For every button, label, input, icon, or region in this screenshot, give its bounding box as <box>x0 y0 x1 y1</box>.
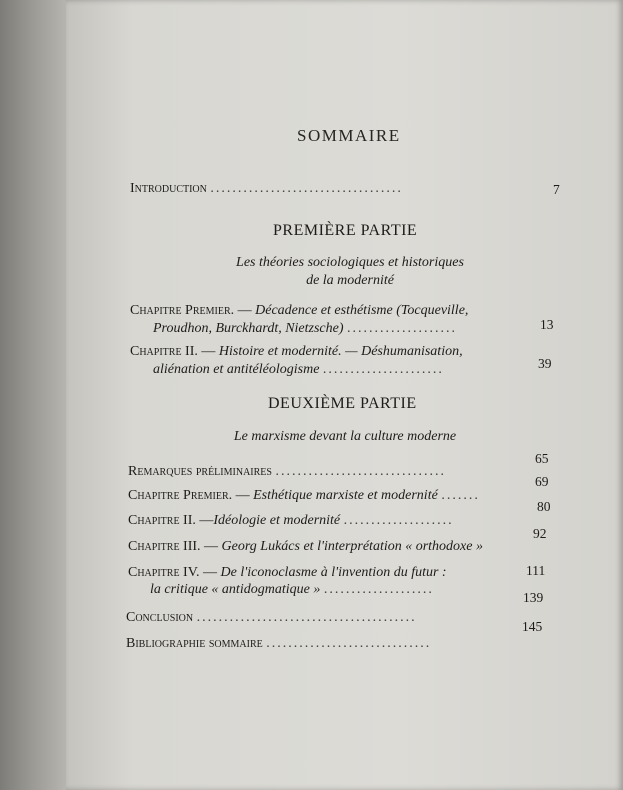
toc-entry-bibliographie <box>126 635 431 653</box>
chapter-title: Idéologie et modernité <box>213 513 341 528</box>
part-subtitle-1 <box>210 254 490 290</box>
part-subtitle-line: Les théories sociologiques et historiques <box>236 255 464 270</box>
toc-entry-part1-chapter1-cont <box>153 320 457 338</box>
page-number: 65 <box>535 451 549 466</box>
part-title-1: PREMIÈRE PARTIE <box>273 222 418 239</box>
page-number: 80 <box>537 499 551 514</box>
chapter-label: Chapitre IV. <box>128 565 200 580</box>
toc-entry-part2-chapter4 <box>128 564 447 582</box>
remarques-label: Remarques préliminaires <box>128 464 272 479</box>
page-number: 39 <box>538 356 552 371</box>
toc-entry-conclusion <box>126 609 417 627</box>
conclusion-label: Conclusion <box>126 610 194 625</box>
leader-dots: ........................................ <box>196 610 417 625</box>
page-number: 139 <box>523 590 544 605</box>
leader-dots: ...................... <box>322 362 444 377</box>
toc-heading: SOMMAIRE <box>297 126 401 145</box>
book-spine-shadow <box>0 0 70 790</box>
chapter-label: Chapitre Premier. <box>128 488 233 503</box>
dash: — <box>200 539 222 554</box>
leader-dots: ....... <box>441 488 480 503</box>
toc-entry-remarques <box>128 463 446 481</box>
introduction-label: Introduction <box>130 181 207 196</box>
page-number: 111 <box>526 563 546 578</box>
chapter-title: Proudhon, Burckhardt, Nietzsche) <box>153 321 344 336</box>
chapter-label: Chapitre II. <box>130 344 198 359</box>
leader-dots: .................... <box>343 513 454 528</box>
dash: — <box>199 565 221 580</box>
toc-entry-part2-chapter2 <box>128 512 454 530</box>
chapter-label: Chapitre Premier. <box>130 303 235 318</box>
toc-entry-part2-chapter4-cont <box>150 581 434 599</box>
toc-entry-part2-chapter3 <box>128 538 483 556</box>
page-number: 7 <box>553 182 560 197</box>
toc-entry-part2-chapter1 <box>128 487 480 505</box>
bibliographie-label: Bibliographie sommaire <box>126 636 263 651</box>
chapter-title: Décadence et esthétisme (Tocqueville, <box>255 303 469 318</box>
chapter-label: Chapitre II. <box>128 513 196 528</box>
part-subtitle-2: Le marxisme devant la culture moderne <box>233 429 457 444</box>
leader-dots: ............................... <box>275 464 446 479</box>
chapter-title: aliénation et antitéléologisme <box>153 362 320 377</box>
dash: — <box>197 344 219 359</box>
chapter-label: Chapitre III. <box>128 539 201 554</box>
leader-dots: .................... <box>323 582 434 597</box>
leader-dots: .............................. <box>266 636 432 651</box>
leader-dots: .................... <box>347 321 458 336</box>
toc-entry-part1-chapter1 <box>130 302 468 320</box>
chapter-title: la critique « antidogmatique » <box>150 582 321 597</box>
chapter-title: De l'iconoclasme à l'invention du futur : <box>220 565 447 580</box>
page-number: 69 <box>535 474 549 489</box>
toc-entry-introduction <box>130 180 403 198</box>
toc-entry-part1-chapter2 <box>130 343 463 361</box>
page-number: 92 <box>533 526 547 541</box>
dash: — <box>232 488 254 503</box>
dash: — <box>234 303 256 318</box>
toc-entry-part1-chapter2-cont <box>153 361 444 379</box>
part-subtitle-line: de la modernité <box>306 273 394 288</box>
page-number: 145 <box>522 619 543 634</box>
chapter-title: Esthétique marxiste et modernité <box>253 488 438 503</box>
chapter-title: Georg Lukács et l'interprétation « orthodoxe » <box>221 539 483 554</box>
leader-dots: ................................... <box>210 181 403 196</box>
page-number: 13 <box>540 317 554 332</box>
chapter-title: Histoire et modernité. — Déshumanisation, <box>218 344 463 359</box>
part-title-2: DEUXIÈME PARTIE <box>268 395 417 412</box>
dash: — <box>195 513 214 528</box>
